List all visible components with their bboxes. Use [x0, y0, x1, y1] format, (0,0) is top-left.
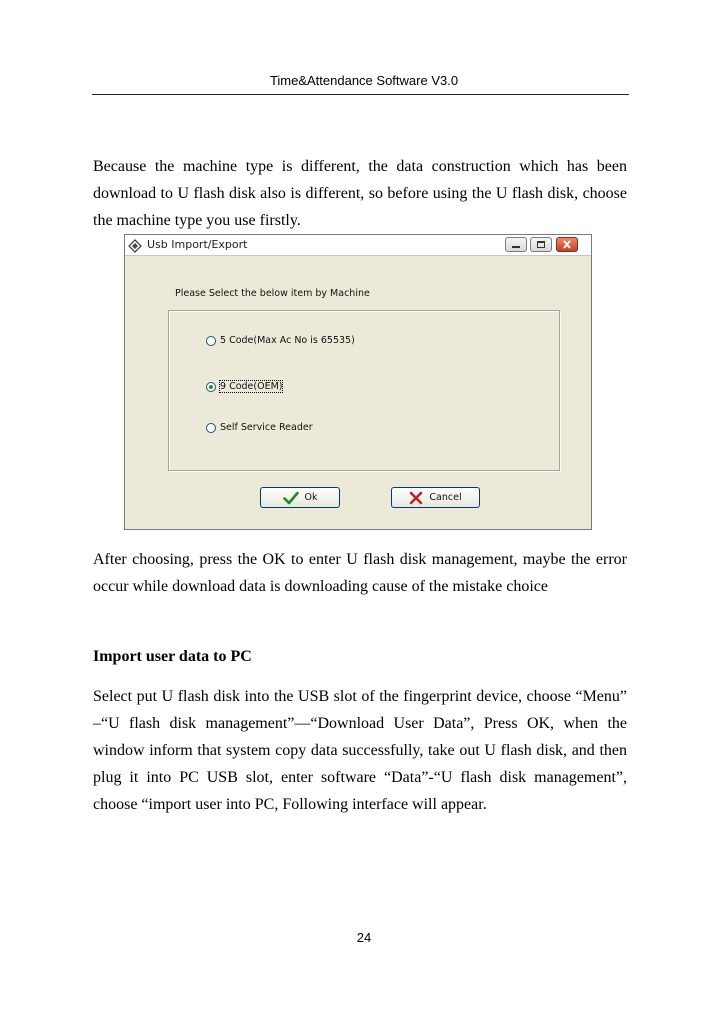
option-9-code-label: 9 Code(OEM) [220, 381, 283, 392]
machine-select-prompt: Please Select the below item by Machine [175, 288, 370, 299]
intro-paragraph: Because the machine type is different, the data construction which has been download to U flash disk also is different, so before using the U flash disk, choose the machine type you use firstly. [93, 158, 627, 229]
close-icon [557, 238, 577, 251]
usb-import-export-dialog [124, 234, 592, 530]
import-instructions-paragraph: Select put U flash disk into the USB slot of the fingerprint device, choose “Menu” –“U flash disk management”—“Download User Data”, Press OK, when the window inform that system copy data successfully, take out U flash disk, and then plug it into PC USB slot, enter software “Data”-“U flash disk management”, choose “import user into PC, Following interface will appear. [93, 688, 627, 813]
import-user-data-heading: Import user data to PC [93, 648, 252, 665]
option-self-service-reader-label: Self Service Reader [220, 422, 313, 433]
page-number: 24 [356, 930, 372, 945]
option-5-code-label: 5 Code(Max Ac No is 65535) [220, 335, 355, 346]
dialog-title: Usb Import/Export [147, 238, 248, 251]
radio-5-code[interactable] [206, 336, 216, 346]
minimize-button[interactable] [505, 237, 527, 252]
ok-button[interactable] [260, 487, 340, 508]
cancel-button[interactable] [391, 487, 480, 508]
minimize-icon [506, 238, 526, 251]
ok-button-label: Ok [304, 492, 318, 503]
after-choosing-paragraph: After choosing, press the OK to enter U flash disk management, maybe the error occur while download data is downloading cause of the mistake choice [93, 551, 627, 595]
maximize-icon [531, 238, 551, 251]
radio-9-code[interactable] [206, 382, 216, 392]
option-9-code[interactable] [206, 381, 282, 392]
cancel-button-label: Cancel [429, 492, 462, 503]
option-5-code[interactable] [206, 335, 355, 346]
radio-self-service-reader[interactable] [206, 423, 216, 433]
header-rule [92, 94, 629, 95]
dialog-titlebar[interactable] [125, 235, 591, 256]
cancel-x-icon [409, 491, 423, 505]
checkmark-icon [283, 491, 299, 505]
option-self-service-reader[interactable] [206, 422, 313, 433]
close-button[interactable] [556, 237, 578, 252]
page-header: Time&Attendance Software V3.0 [269, 73, 459, 88]
app-icon [128, 238, 142, 252]
maximize-button[interactable] [530, 237, 552, 252]
